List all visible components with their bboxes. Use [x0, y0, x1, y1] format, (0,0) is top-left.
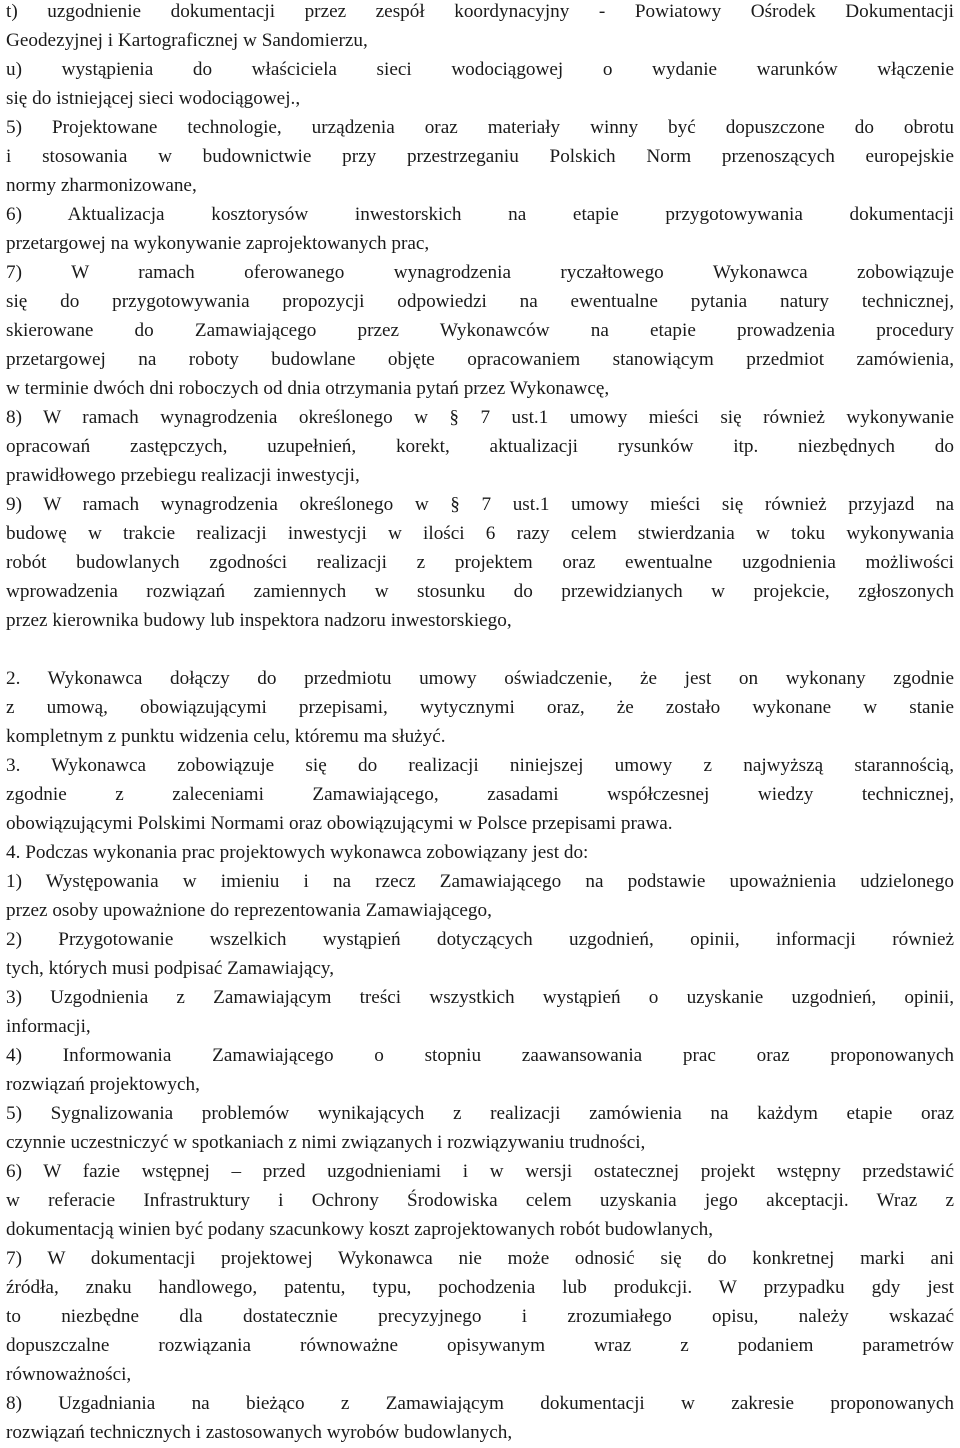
text-line: budowę w trakcie realizacji inwestycji w ilości 6 razy celem stwierdzania w toku wykonywania: [6, 523, 954, 544]
text-line: zgodnie z zaleceniami Zamawiającego, zasadami współczesnej wiedzy technicznej,: [6, 784, 954, 805]
text-line: 6) W fazie wstępnej – przed uzgodnieniami i w wersji ostatecznej projekt wstępny przedstawić: [6, 1161, 954, 1182]
text-line: prawidłowego przebiegu realizacji inwestycji,: [6, 465, 360, 486]
text-line: 3) Uzgodnienia z Zamawiającym treści wszystkich wystąpień o uzyskanie uzgodnień, opinii,: [6, 987, 954, 1008]
text-line: rozwiązań technicznych i zastosowanych wyrobów budowlanych,: [6, 1422, 513, 1443]
text-line: się do istniejącej sieci wodociągowej.,: [6, 88, 301, 109]
text-line: 9) W ramach wynagrodzenia określonego w § 7 ust.1 umowy mieści się również przyjazd na: [6, 494, 954, 515]
text-line: w terminie dwóch dni roboczych od dnia otrzymania pytań przez Wykonawcę,: [6, 378, 610, 399]
text-line: opracowań zastępczych, uzupełnień, korekt, aktualizacji rysunków itp. niezbędnych do: [6, 436, 954, 457]
text-line: kompletnym z punktu widzenia celu, któremu ma służyć.: [6, 726, 446, 747]
text-line: 4. Podczas wykonania prac projektowych wykonawca zobowiązany jest do:: [6, 842, 589, 863]
text-line: 8) W ramach wynagrodzenia określonego w § 7 ust.1 umowy mieści się również wykonywanie: [6, 407, 954, 428]
text-line: informacji,: [6, 1016, 91, 1037]
text-line: robót budowlanych zgodności realizacji z projektem oraz ewentualne uzgodnienia możliwości: [6, 552, 954, 573]
text-line: w referacie Infrastruktury i Ochrony Środowiska celem uzyskania jego akceptacji. Wraz z: [6, 1190, 954, 1211]
text-line: t) uzgodnienie dokumentacji przez zespół koordynacyjny - Powiatowy Ośrodek Dokumentacji: [6, 1, 954, 22]
text-line: 1) Występowania w imieniu i na rzecz Zamawiającego na podstawie upoważnienia udzielonego: [6, 871, 954, 892]
text-line: dokumentacją winien być podany szacunkowy koszt zaprojektowanych robót budowlanych,: [6, 1219, 714, 1240]
text-line: źródła, znaku handlowego, patentu, typu, pochodzenia lub produkcji. W przypadku gdy jest: [6, 1277, 954, 1298]
text-line: rozwiązań projektowych,: [6, 1074, 200, 1095]
text-line: czynnie uczestniczyć w spotkaniach z nimi związanych i rozwiązywaniu trudności,: [6, 1132, 646, 1153]
text-line: przetargowej na wykonywanie zaprojektowanych prac,: [6, 233, 430, 254]
text-line: i stosowania w budownictwie przy przestrzeganiu Polskich Norm przenoszących europejskie: [6, 146, 954, 167]
text-line: 4) Informowania Zamawiającego o stopniu zaawansowania prac oraz proponowanych: [6, 1045, 954, 1066]
text-line: 7) W ramach oferowanego wynagrodzenia ryczałtowego Wykonawca zobowiązuje: [6, 262, 954, 283]
text-line: 3. Wykonawca zobowiązuje się do realizacji niniejszej umowy z najwyższą starannością,: [6, 755, 954, 776]
text-line: się do przygotowywania propozycji odpowiedzi na ewentualne pytania natury technicznej,: [6, 291, 954, 312]
text-line: przez kierownika budowy lub inspektora nadzoru inwestorskiego,: [6, 610, 512, 631]
text-line: skierowane do Zamawiającego przez Wykonawców na etapie prowadzenia procedury: [6, 320, 954, 341]
text-line: 8) Uzgadniania na bieżąco z Zamawiającym dokumentacji w zakresie proponowanych: [6, 1393, 954, 1414]
text-line: przetargowej na roboty budowlane objęte opracowaniem stanowiącym przedmiot zamówienia,: [6, 349, 954, 370]
text-line: 7) W dokumentacji projektowej Wykonawca nie może odnosić się do konkretnej marki ani: [6, 1248, 954, 1269]
text-line: obowiązującymi Polskimi Normami oraz obowiązującymi w Polsce przepisami prawa.: [6, 813, 673, 834]
text-line: 5) Projektowane technologie, urządzenia oraz materiały winny być dopuszczone do obrotu: [6, 117, 954, 138]
text-line: tych, których musi podpisać Zamawiający,: [6, 958, 335, 979]
text-line: to niezbędne dla dostatecznie precyzyjnego i zrozumiałego opisu, należy wskazać: [6, 1306, 954, 1327]
text-line: 5) Sygnalizowania problemów wynikających z realizacji zamówienia na każdym etapie oraz: [6, 1103, 954, 1124]
text-line: 2. Wykonawca dołączy do przedmiotu umowy oświadczenie, że jest on wykonany zgodnie: [6, 668, 954, 689]
text-line: przez osoby upoważnione do reprezentowania Zamawiającego,: [6, 900, 492, 921]
text-line: 2) Przygotowanie wszelkich wystąpień dotyczących uzgodnień, opinii, informacji również: [6, 929, 954, 950]
text-line: 6) Aktualizacja kosztorysów inwestorskich na etapie przygotowywania dokumentacji: [6, 204, 954, 225]
text-line: z umową, obowiązującymi przepisami, wytycznymi oraz, że zostało wykonane w stanie: [6, 697, 954, 718]
text-line: równoważności,: [6, 1364, 132, 1385]
text-line: Geodezyjnej i Kartograficznej w Sandomierzu,: [6, 30, 368, 51]
text-line: normy zharmonizowane,: [6, 175, 197, 196]
text-line: dopuszczalne rozwiązania równoważne opisywanym wraz z podaniem parametrów: [6, 1335, 954, 1356]
text-line: u) wystąpienia do właściciela sieci wodociągowej o wydanie warunków włączenie: [6, 59, 954, 80]
text-line: wprowadzenia rozwiązań zamiennych w stosunku do przewidzianych w projekcie, zgłoszonych: [6, 581, 954, 602]
